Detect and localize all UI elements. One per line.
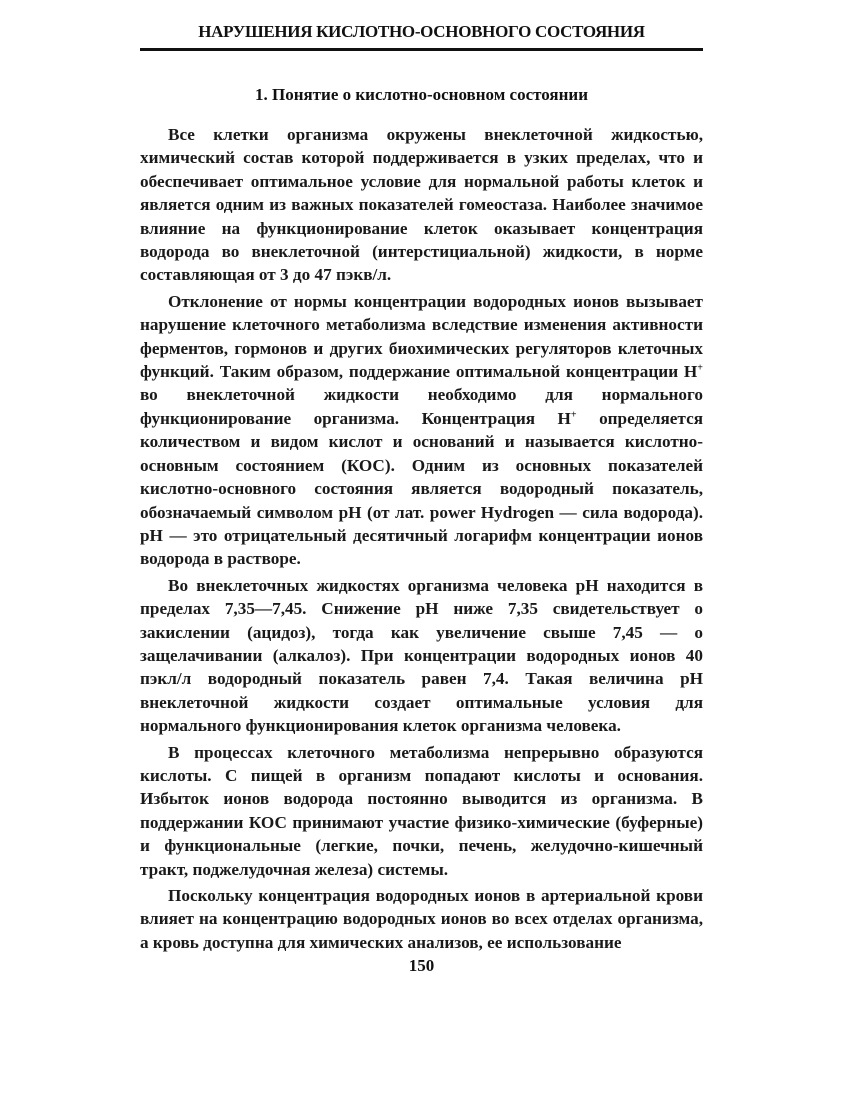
paragraph-2-part-c: определяется количеством и видом кислот и оснований и называется [140, 408, 703, 452]
superscript-plus: + [697, 362, 703, 374]
section-title: 1. Понятие о кислотно-основном состоянии [254, 85, 589, 104]
paragraph-2-part-d: Одним из основных показателей кислотно-основного состояния является водородный показатель, обозначаемый символом pH (от лат. power Hydrogen — сила водорода). pH — это отрицательный десятичный логарифм концентрации ионов водорода в растворе. [140, 455, 703, 569]
paragraph-4: В процессах клеточного метаболизма непрерывно образуются кислоты. С пищей в организм попадают кислоты и основания. Избыток ионов водорода постоянно выводится из организма. В поддержании КОС принимают участие физико-химические (буферные) и функциональные (легкие, почки, печень, желудочно-кишечный тракт, поджелудочная железа) системы. [140, 742, 703, 879]
defined-term: кислотно-основным состоянием (КОС). [140, 432, 703, 475]
paragraph-2-part-a: Отклонение от нормы концентрации водородных ионов вызывает нарушение клеточного метаболизма вследствие изменения активности ферментов, гормонов и других биохимических регуляторов клеточных функций. Таким образом, поддержание оптимальной концентрации H [140, 291, 703, 382]
paragraph-5: Поскольку концентрация водородных ионов в артериальной крови влияет на концентрацию водородных ионов во всех отделах организма, а кровь доступна для химических анализов, ее использование [140, 886, 703, 952]
body-text [140, 123, 703, 954]
superscript-plus: + [570, 409, 577, 421]
paragraph-1: Все клетки организма окружены внеклеточной жидкостью, химический состав которой поддерживается в узких пределах, что и обеспечивает оптимальное условие для нормальной работы клеток и является одним из важных показателей гомеостаза. Наиболее значимое влияние на функционирование клеток оказывает концентрация водорода во внеклеточной (интерстициальной) жидкости, в норме составляющая от 3 до 47 пэкв/л. [140, 125, 703, 285]
page-number: 150 [408, 956, 435, 976]
header-rule [140, 48, 703, 51]
paragraph-2 [140, 290, 703, 571]
paragraph-3: Во внеклеточных жидкостях организма человека pH находится в пределах 7,35—7,45. Снижение pH ниже 7,35 свидетельствует о закислении (ацидоз), тогда как увеличение свыше 7,45 — о защелачивании (алкалоз). При концентрации водородных ионов 40 пэкл/л водородный показатель равен 7,4. Такая величина pH внеклеточной жидкости создает оптимальные условия для нормального функционирования клеток организма человека. [140, 575, 703, 736]
book-page [140, 14, 703, 976]
paragraph-2-part-b: во внеклеточной жидкости необходимо для нормального функционирование организма. Концентрация H [140, 385, 703, 428]
running-header: НАРУШЕНИЯ КИСЛОТНО-ОСНОВНОГО СОСТОЯНИЯ [198, 22, 645, 41]
